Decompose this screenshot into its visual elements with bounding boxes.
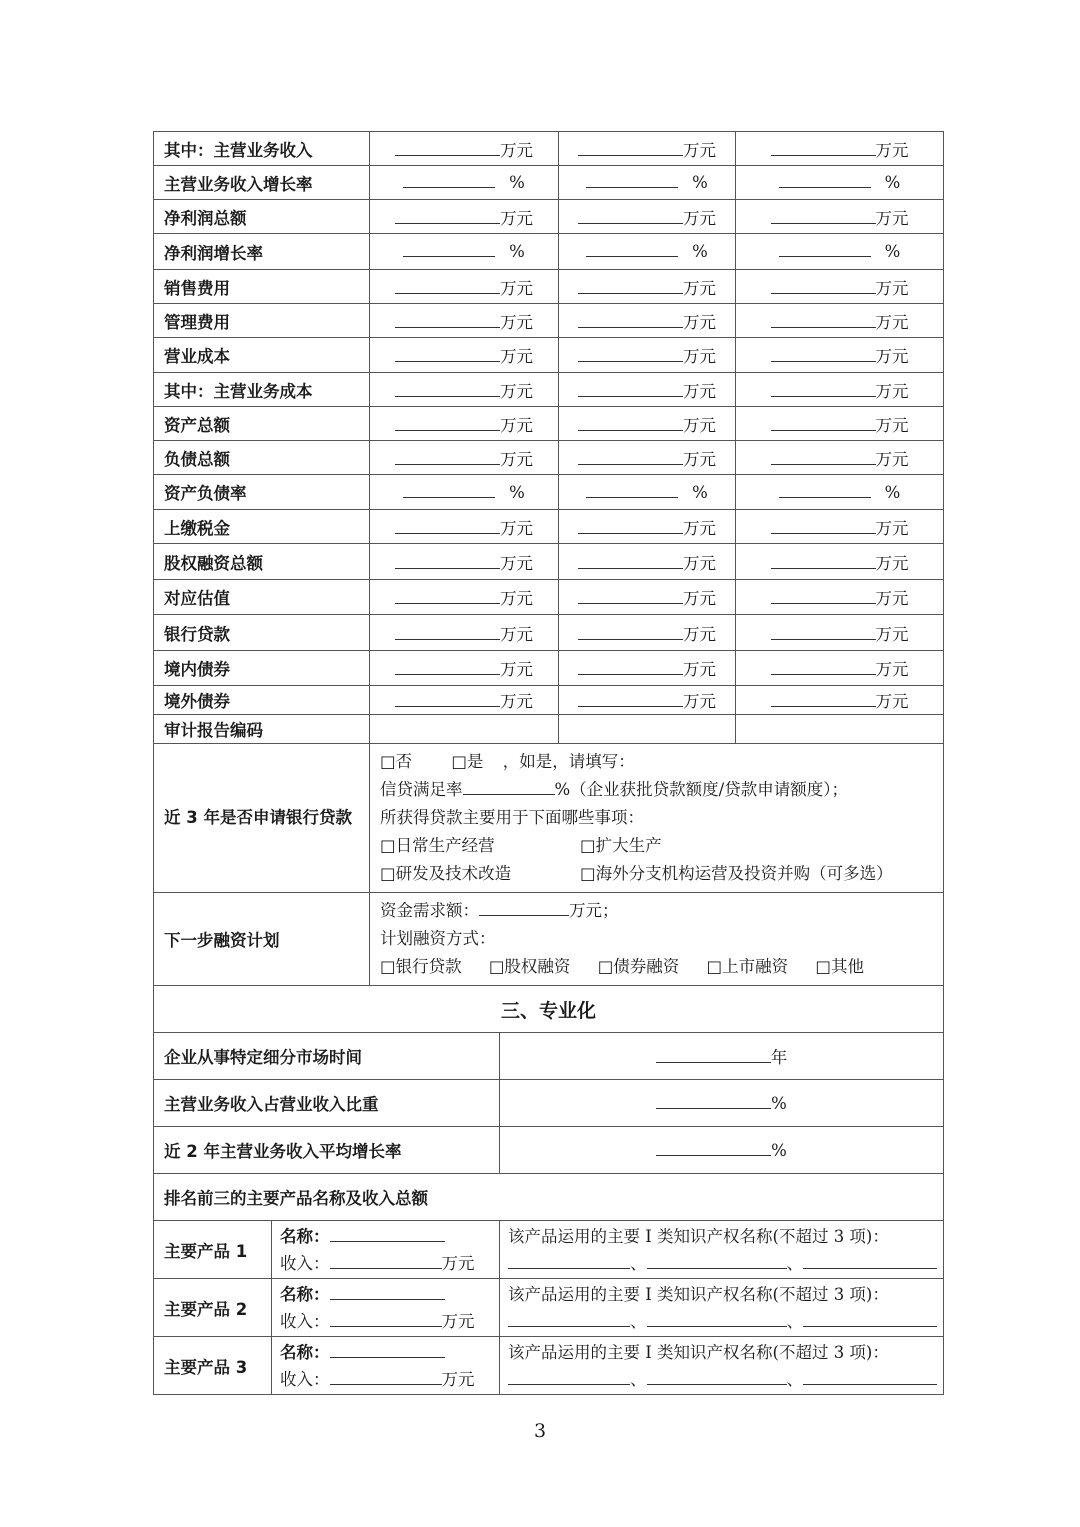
value-input[interactable] xyxy=(578,588,683,604)
financial-value-cell xyxy=(736,270,944,304)
value-input[interactable] xyxy=(779,482,871,498)
value-input[interactable] xyxy=(403,241,495,257)
usage-expand-checkbox[interactable]: □扩大生产 xyxy=(580,836,662,855)
product-ip-prompt: 该产品运用的主要 I 类知识产权名称(不超过 3 项)： xyxy=(508,1342,889,1362)
ip-input-1[interactable] xyxy=(508,1370,630,1385)
product-income-input[interactable] xyxy=(330,1370,442,1385)
products-body xyxy=(154,1221,944,1395)
financial-row xyxy=(154,270,944,304)
method-bond-checkbox[interactable]: □债券融资 xyxy=(597,957,680,976)
financial-value-cell xyxy=(370,651,559,686)
revenue-share-row xyxy=(154,1080,944,1127)
loan-yes-checkbox[interactable]: □是 xyxy=(451,752,484,771)
financial-row-label: 负债总额 xyxy=(154,441,370,475)
value-input[interactable] xyxy=(403,482,495,498)
growth-rate-input[interactable] xyxy=(656,1140,771,1156)
product-income-unit: 万元 xyxy=(441,1311,475,1331)
financial-row-label: 对应估值 xyxy=(154,580,370,615)
value-unit: 万元 xyxy=(875,692,909,711)
value-input[interactable] xyxy=(771,381,876,397)
financial-value-cell xyxy=(370,270,559,304)
loan-label: 近 3 年是否申请银行贷款 xyxy=(154,744,370,893)
top3-label: 排名前三的主要产品名称及收入总额 xyxy=(154,1174,944,1221)
audit-input-1[interactable] xyxy=(370,715,559,744)
financial-row xyxy=(154,544,944,580)
ip-input-2[interactable] xyxy=(647,1312,787,1327)
value-input[interactable] xyxy=(771,415,876,431)
product-ip-cell xyxy=(500,1279,944,1337)
ip-separator: 、 xyxy=(786,1253,803,1273)
value-unit: % xyxy=(692,173,708,192)
financial-row-label: 主营业务收入增长率 xyxy=(154,166,370,200)
financial-row xyxy=(154,615,944,651)
financial-value-cell xyxy=(370,407,559,441)
financial-value-cell xyxy=(370,475,559,510)
financial-value-cell xyxy=(370,544,559,580)
value-unit: 万元 xyxy=(683,692,716,711)
value-unit: 万元 xyxy=(683,415,716,435)
value-unit: % xyxy=(509,173,525,192)
ip-input-2[interactable] xyxy=(647,1370,787,1385)
loan-usage-prompt: 所获得贷款主要用于下面哪些事项： xyxy=(380,808,644,827)
ip-separator: 、 xyxy=(786,1311,803,1331)
value-input[interactable] xyxy=(771,312,876,328)
financial-value-cell xyxy=(370,615,559,651)
financial-value-cell xyxy=(559,234,736,270)
financial-value-cell xyxy=(559,510,736,544)
audit-row xyxy=(154,715,944,744)
growth-rate-cell xyxy=(500,1127,944,1174)
value-unit: 万元 xyxy=(875,312,909,332)
financial-row xyxy=(154,580,944,615)
market-time-cell xyxy=(500,1033,944,1080)
product-name-income-cell xyxy=(272,1279,500,1337)
ip-input-1[interactable] xyxy=(508,1312,630,1327)
product-label: 主要产品 1 xyxy=(154,1221,272,1279)
product-ip-cell xyxy=(500,1337,944,1395)
financial-value-cell xyxy=(370,686,559,715)
value-input[interactable] xyxy=(771,588,876,604)
value-input[interactable] xyxy=(771,659,876,675)
product-label: 主要产品 3 xyxy=(154,1337,272,1395)
method-equity-checkbox[interactable]: □股权融资 xyxy=(488,957,571,976)
financial-value-cell xyxy=(736,132,944,166)
value-input[interactable] xyxy=(771,449,876,465)
value-unit: 万元 xyxy=(683,381,716,401)
ip-separator: 、 xyxy=(630,1253,647,1273)
value-input[interactable] xyxy=(578,691,683,707)
value-unit: 万元 xyxy=(875,660,909,679)
value-input[interactable] xyxy=(578,140,683,156)
value-unit: 万元 xyxy=(500,589,533,608)
value-unit: 万元 xyxy=(683,660,716,679)
growth-rate-row xyxy=(154,1127,944,1174)
financial-value-cell xyxy=(559,338,736,373)
market-time-unit: 年 xyxy=(770,1048,788,1067)
value-unit: 万元 xyxy=(875,415,909,435)
value-input[interactable] xyxy=(578,312,683,328)
product-name-input[interactable] xyxy=(330,1343,445,1358)
value-input[interactable] xyxy=(578,449,683,465)
value-input[interactable] xyxy=(395,312,500,328)
value-input[interactable] xyxy=(578,208,683,224)
audit-label: 审计报告编码 xyxy=(154,715,370,744)
financial-value-cell xyxy=(370,373,559,407)
market-time-label: 企业从事特定细分市场时间 xyxy=(154,1033,500,1080)
loan-row xyxy=(154,744,944,893)
financial-value-cell xyxy=(559,651,736,686)
form-sheet xyxy=(153,131,943,1395)
financial-row-label: 股权融资总额 xyxy=(154,544,370,580)
value-input[interactable] xyxy=(586,241,678,257)
product-row xyxy=(154,1221,944,1279)
financial-value-cell xyxy=(559,407,736,441)
financial-value-cell xyxy=(736,234,944,270)
financial-value-cell xyxy=(559,270,736,304)
audit-input-2[interactable] xyxy=(559,715,736,744)
ip-input-3[interactable] xyxy=(803,1254,937,1269)
product-income-input[interactable] xyxy=(330,1312,442,1327)
ip-separator: 、 xyxy=(630,1369,647,1389)
financial-table-body xyxy=(154,132,944,715)
value-unit: 万元 xyxy=(875,208,909,228)
ip-separator: 、 xyxy=(786,1369,803,1389)
value-input[interactable] xyxy=(586,482,678,498)
value-input[interactable] xyxy=(578,278,683,294)
page-number: 3 xyxy=(533,1420,547,1442)
financial-row xyxy=(154,304,944,338)
revenue-share-cell xyxy=(500,1080,944,1127)
credit-rate-suffix: %（企业获批贷款额度/贷款申请额度）； xyxy=(554,780,848,799)
value-input[interactable] xyxy=(771,553,876,569)
value-input[interactable] xyxy=(578,346,683,362)
financial-value-cell xyxy=(736,510,944,544)
ip-input-2[interactable] xyxy=(647,1254,787,1269)
financial-table xyxy=(153,131,944,744)
financial-value-cell xyxy=(559,686,736,715)
specialization-table xyxy=(153,1032,944,1395)
value-input[interactable] xyxy=(395,553,500,569)
value-input[interactable] xyxy=(771,278,876,294)
financial-value-cell xyxy=(559,304,736,338)
financial-value-cell xyxy=(736,407,944,441)
financial-row xyxy=(154,338,944,373)
method-bank-checkbox[interactable]: □银行贷款 xyxy=(380,957,462,976)
product-income-input[interactable] xyxy=(330,1254,442,1269)
financial-row xyxy=(154,651,944,686)
value-unit: 万元 xyxy=(500,692,533,711)
financial-row-label: 净利润增长率 xyxy=(154,234,370,270)
value-input[interactable] xyxy=(578,553,683,569)
value-unit: % xyxy=(692,482,708,502)
credit-rate-input[interactable] xyxy=(463,779,555,795)
usage-overseas-checkbox[interactable]: □海外分支机构运营及投资并购（可多选） xyxy=(580,864,893,883)
financial-row xyxy=(154,166,944,200)
financial-value-cell xyxy=(370,234,559,270)
value-unit: % xyxy=(509,242,525,261)
value-input[interactable] xyxy=(403,172,495,188)
value-unit: 万元 xyxy=(500,518,533,538)
financial-row-label: 资产负债率 xyxy=(154,475,370,510)
ip-input-3[interactable] xyxy=(803,1312,937,1327)
financial-value-cell xyxy=(736,580,944,615)
product-ip-cell xyxy=(500,1221,944,1279)
loan-plan-table xyxy=(153,743,944,1033)
financial-row-label: 净利润总额 xyxy=(154,200,370,234)
value-input[interactable] xyxy=(586,172,678,188)
revenue-share-unit: % xyxy=(771,1093,787,1113)
financial-value-cell xyxy=(370,441,559,475)
product-name-input[interactable] xyxy=(330,1285,445,1300)
value-unit: 万元 xyxy=(683,312,716,332)
financial-value-cell xyxy=(559,166,736,200)
financial-row-label: 其中：主营业务成本 xyxy=(154,373,370,407)
market-time-row xyxy=(154,1033,944,1080)
financial-value-cell xyxy=(559,544,736,580)
method-other-checkbox[interactable]: □其他 xyxy=(815,957,864,976)
value-unit: 万元 xyxy=(875,624,909,644)
financial-row xyxy=(154,200,944,234)
plan-details xyxy=(370,893,944,986)
financial-row-label: 其中：主营业务收入 xyxy=(154,132,370,166)
value-unit: 万元 xyxy=(875,589,909,608)
financial-row xyxy=(154,441,944,475)
value-input[interactable] xyxy=(771,208,876,224)
value-unit: 万元 xyxy=(683,449,716,469)
financial-row-label: 上缴税金 xyxy=(154,510,370,544)
financial-value-cell xyxy=(736,304,944,338)
value-unit: 万元 xyxy=(875,518,909,538)
value-unit: 万元 xyxy=(500,312,533,332)
product-name-label: 名称： xyxy=(280,1284,330,1304)
value-input[interactable] xyxy=(395,624,500,640)
value-unit: 万元 xyxy=(500,278,533,298)
plan-method-prompt: 计划融资方式： xyxy=(380,929,496,948)
financial-value-cell xyxy=(370,304,559,338)
value-unit: 万元 xyxy=(683,624,716,644)
value-unit: % xyxy=(692,242,708,261)
value-unit: 万元 xyxy=(683,208,716,228)
value-unit: 万元 xyxy=(683,140,716,160)
financial-row-label: 销售费用 xyxy=(154,270,370,304)
value-input[interactable] xyxy=(395,346,500,362)
value-unit: 万元 xyxy=(875,381,909,401)
value-unit: 万元 xyxy=(500,140,533,160)
financial-value-cell xyxy=(370,510,559,544)
ip-input-1[interactable] xyxy=(508,1254,630,1269)
plan-label: 下一步融资计划 xyxy=(154,893,370,986)
financial-row-label: 境外债券 xyxy=(154,686,370,715)
financial-row xyxy=(154,510,944,544)
value-input[interactable] xyxy=(395,659,500,675)
product-row xyxy=(154,1279,944,1337)
financial-row-label: 资产总额 xyxy=(154,407,370,441)
ip-input-3[interactable] xyxy=(803,1370,937,1385)
product-row xyxy=(154,1337,944,1395)
value-input[interactable] xyxy=(771,140,876,156)
value-unit: % xyxy=(509,482,525,502)
financial-value-cell xyxy=(736,373,944,407)
financial-value-cell xyxy=(736,200,944,234)
financial-value-cell xyxy=(559,373,736,407)
value-unit: 万元 xyxy=(683,553,716,573)
value-input[interactable] xyxy=(779,241,871,257)
value-unit: 万元 xyxy=(500,449,533,469)
financial-value-cell xyxy=(736,475,944,510)
product-ip-prompt: 该产品运用的主要 I 类知识产权名称(不超过 3 项)： xyxy=(508,1226,889,1246)
financial-value-cell xyxy=(559,475,736,510)
value-input[interactable] xyxy=(395,415,500,431)
financial-value-cell xyxy=(736,686,944,715)
credit-rate-label: 信贷满足率 xyxy=(380,780,463,799)
product-income-label: 收入： xyxy=(280,1311,330,1331)
value-input[interactable] xyxy=(771,518,876,534)
method-listing-checkbox[interactable]: □上市融资 xyxy=(706,957,789,976)
financial-value-cell xyxy=(370,200,559,234)
product-name-input[interactable] xyxy=(330,1227,445,1242)
value-input[interactable] xyxy=(771,624,876,640)
financial-value-cell xyxy=(736,338,944,373)
financial-value-cell xyxy=(559,200,736,234)
value-input[interactable] xyxy=(395,381,500,397)
financial-value-cell xyxy=(370,166,559,200)
value-unit: 万元 xyxy=(875,553,909,573)
value-unit: 万元 xyxy=(683,347,716,366)
value-input[interactable] xyxy=(395,588,500,604)
growth-rate-label: 近 2 年主营业务收入平均增长率 xyxy=(154,1127,500,1174)
financial-row xyxy=(154,132,944,166)
value-input[interactable] xyxy=(395,691,500,707)
value-input[interactable] xyxy=(779,172,871,188)
product-ip-prompt: 该产品运用的主要 I 类知识产权名称(不超过 3 项)： xyxy=(508,1284,889,1304)
value-input[interactable] xyxy=(395,518,500,534)
value-input[interactable] xyxy=(395,449,500,465)
top3-row xyxy=(154,1174,944,1221)
value-input[interactable] xyxy=(578,518,683,534)
value-unit: 万元 xyxy=(500,624,533,644)
value-unit: 万元 xyxy=(875,140,909,160)
value-unit: 万元 xyxy=(500,660,533,679)
loan-no-checkbox[interactable]: □否 xyxy=(380,752,413,771)
fund-demand-label: 资金需求额： xyxy=(380,901,479,920)
product-name-label: 名称： xyxy=(280,1342,330,1362)
revenue-share-input[interactable] xyxy=(656,1093,771,1109)
fund-demand-input[interactable] xyxy=(479,900,569,916)
financial-value-cell xyxy=(559,580,736,615)
value-unit: 万元 xyxy=(875,278,909,298)
plan-row xyxy=(154,893,944,986)
value-input[interactable] xyxy=(578,624,683,640)
product-name-income-cell xyxy=(272,1221,500,1279)
financial-value-cell xyxy=(370,580,559,615)
financial-value-cell xyxy=(736,166,944,200)
financial-value-cell xyxy=(559,441,736,475)
financial-value-cell xyxy=(736,651,944,686)
value-unit: 万元 xyxy=(875,449,909,469)
financial-value-cell xyxy=(736,615,944,651)
ip-separator: 、 xyxy=(630,1311,647,1331)
financial-value-cell xyxy=(559,132,736,166)
product-income-unit: 万元 xyxy=(441,1253,475,1273)
financial-row-label: 管理费用 xyxy=(154,304,370,338)
market-time-input[interactable] xyxy=(656,1047,771,1063)
value-input[interactable] xyxy=(395,278,500,294)
financial-value-cell xyxy=(736,544,944,580)
financial-row xyxy=(154,373,944,407)
product-label: 主要产品 2 xyxy=(154,1279,272,1337)
value-unit: 万元 xyxy=(500,381,533,401)
product-income-unit: 万元 xyxy=(441,1369,475,1389)
product-income-label: 收入： xyxy=(280,1253,330,1273)
financial-row xyxy=(154,686,944,715)
financial-row xyxy=(154,475,944,510)
fund-demand-unit: 万元； xyxy=(569,901,619,920)
value-input[interactable] xyxy=(578,659,683,675)
product-name-income-cell xyxy=(272,1337,500,1395)
financial-row xyxy=(154,234,944,270)
value-input[interactable] xyxy=(578,415,683,431)
product-income-label: 收入： xyxy=(280,1369,330,1389)
value-unit: % xyxy=(884,242,901,261)
financial-value-cell xyxy=(370,132,559,166)
financial-row xyxy=(154,407,944,441)
value-unit: 万元 xyxy=(875,347,909,366)
value-unit: 万元 xyxy=(500,347,533,366)
value-unit: 万元 xyxy=(500,553,533,573)
value-unit: 万元 xyxy=(683,589,716,608)
financial-value-cell xyxy=(370,338,559,373)
value-input[interactable] xyxy=(395,208,500,224)
value-unit: % xyxy=(884,482,901,502)
audit-input-3[interactable] xyxy=(736,715,944,744)
value-input[interactable] xyxy=(771,691,876,707)
financial-row-label: 境内债券 xyxy=(154,651,370,686)
financial-row-label: 银行贷款 xyxy=(154,615,370,651)
section-header-row xyxy=(154,986,944,1033)
value-unit: % xyxy=(884,173,901,192)
loan-if-yes-text: ，如是，请填写： xyxy=(502,752,635,771)
usage-daily-checkbox[interactable]: □日常生产经营 xyxy=(380,836,495,855)
value-input[interactable] xyxy=(578,381,683,397)
revenue-share-label: 主营业务收入占营业收入比重 xyxy=(154,1080,500,1127)
value-input[interactable] xyxy=(395,140,500,156)
value-unit: 万元 xyxy=(500,415,533,435)
section-title: 三、专业化 xyxy=(154,986,944,1033)
usage-rd-checkbox[interactable]: □研发及技术改造 xyxy=(380,864,512,883)
loan-details xyxy=(370,744,944,893)
value-unit: 万元 xyxy=(683,518,716,538)
financial-row-label: 营业成本 xyxy=(154,338,370,373)
financial-value-cell xyxy=(559,615,736,651)
value-unit: 万元 xyxy=(683,278,716,298)
value-unit: 万元 xyxy=(500,208,533,228)
growth-rate-unit: % xyxy=(771,1140,787,1160)
product-name-label: 名称： xyxy=(280,1226,330,1246)
value-input[interactable] xyxy=(771,346,876,362)
financial-value-cell xyxy=(736,441,944,475)
